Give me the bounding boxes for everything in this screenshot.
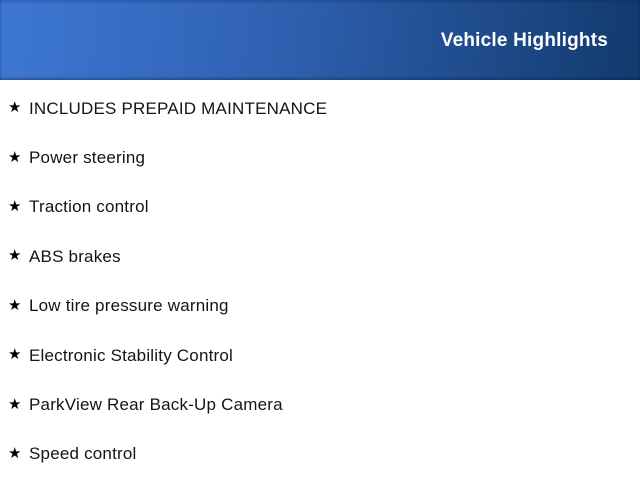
feature-label: Electronic Stability Control xyxy=(29,345,234,365)
feature-label: Speed control xyxy=(29,444,137,464)
star-icon: ★ xyxy=(8,346,22,364)
page-title: Vehicle Highlights xyxy=(440,30,608,51)
feature-item xyxy=(8,429,640,478)
star-icon: ★ xyxy=(8,296,22,314)
feature-item xyxy=(8,281,640,330)
feature-item xyxy=(8,379,640,428)
star-icon: ★ xyxy=(8,444,22,462)
feature-item xyxy=(8,182,640,231)
feature-label: Traction control xyxy=(29,197,149,217)
feature-item xyxy=(8,231,640,280)
star-icon: ★ xyxy=(8,148,22,166)
feature-item xyxy=(8,83,640,132)
feature-label: ParkView Rear Back-Up Camera xyxy=(29,395,283,415)
feature-label: ABS brakes xyxy=(29,246,121,266)
feature-item xyxy=(8,330,640,379)
feature-label: Power steering xyxy=(29,148,146,168)
star-icon: ★ xyxy=(8,395,22,413)
star-icon: ★ xyxy=(8,197,22,215)
star-icon: ★ xyxy=(8,99,22,117)
header-banner xyxy=(0,0,640,80)
feature-label: INCLUDES PREPAID MAINTENANCE xyxy=(29,98,328,118)
star-icon: ★ xyxy=(8,247,22,265)
feature-list xyxy=(0,80,640,478)
feature-label: Low tire pressure warning xyxy=(29,296,229,316)
feature-item xyxy=(8,132,640,181)
